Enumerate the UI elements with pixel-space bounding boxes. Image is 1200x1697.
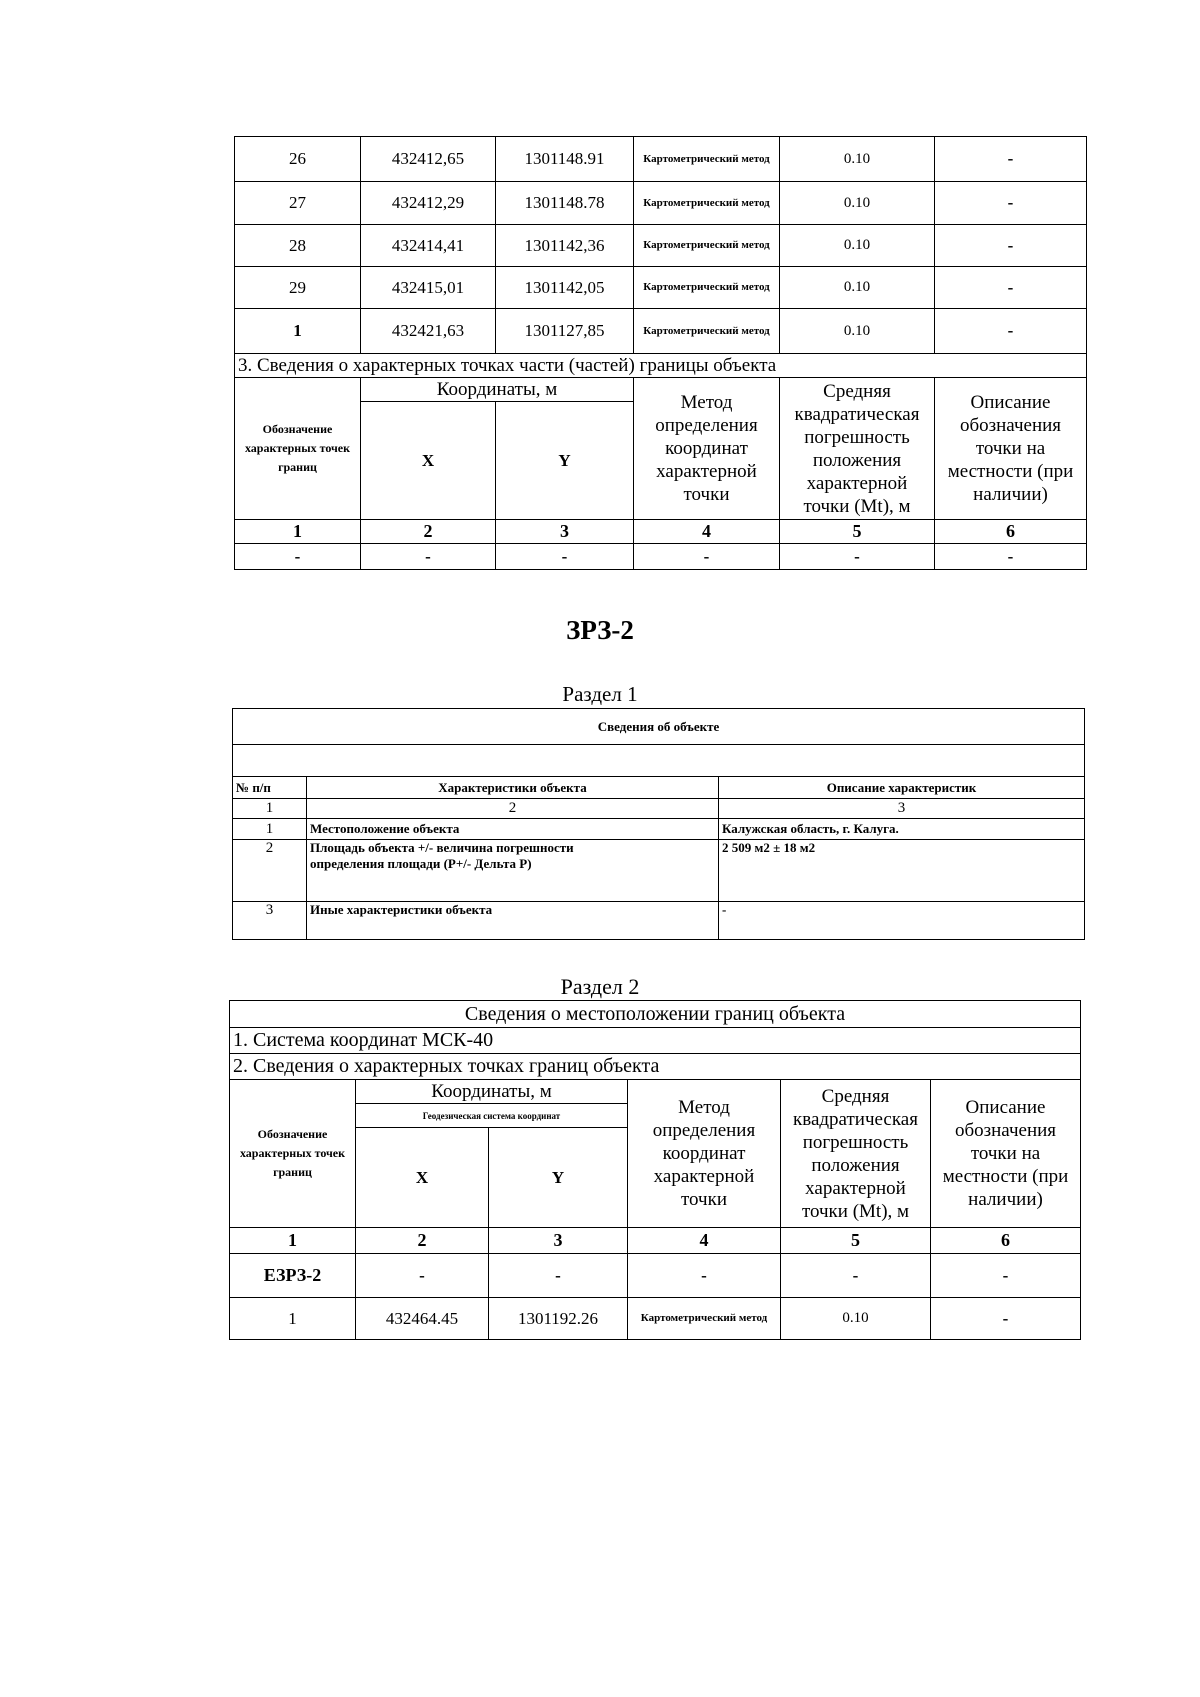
- method-cell: Картометрический метод: [634, 309, 780, 354]
- empty-cell: -: [634, 544, 780, 570]
- characteristic-cell: Местоположение объекта: [307, 819, 719, 840]
- designation-header: Обозначение характерных точек границ: [230, 1080, 356, 1228]
- empty-cell: -: [496, 544, 634, 570]
- point-number: 28: [235, 225, 361, 267]
- mt-cell: 0.10: [780, 225, 935, 267]
- section1-heading: Раздел 1: [562, 682, 638, 706]
- column-number: 4: [634, 520, 780, 544]
- method-header: Метод определения координат характерной точки: [628, 1080, 781, 1228]
- number-header: № п/п: [233, 777, 307, 799]
- y-coordinate: 1301127,85: [496, 309, 634, 354]
- description-cell: -: [935, 267, 1087, 309]
- table-row: [235, 225, 1087, 267]
- method-cell: -: [628, 1254, 781, 1298]
- characteristic-cell: Площадь объекта +/- величина погрешности определения площади (P+/- Дельта P): [307, 840, 719, 902]
- method-cell: Картометрический метод: [634, 137, 780, 182]
- table-row: [235, 267, 1087, 309]
- table-row: [235, 544, 1087, 570]
- table-row: [233, 840, 1085, 902]
- point-number: 27: [235, 182, 361, 225]
- column-number: 6: [935, 520, 1087, 544]
- y-header: Y: [489, 1128, 628, 1228]
- method-cell: Картометрический метод: [634, 267, 780, 309]
- row-number: 3: [233, 902, 307, 940]
- section3-title-row: [235, 354, 1087, 378]
- description-cell: -: [719, 902, 1085, 940]
- point-number: ЕЗРЗ-2: [230, 1254, 356, 1298]
- x-coordinate: 432412,65: [361, 137, 496, 182]
- points-title: 2. Сведения о характерных точках границ объекта: [230, 1054, 1081, 1080]
- header-row: [230, 1080, 1081, 1104]
- column-number: 4: [628, 1228, 781, 1254]
- coordinate-system: 1. Система координат МСК-40: [230, 1028, 1081, 1054]
- empty-cell: -: [235, 544, 361, 570]
- y-coordinate: 1301142,36: [496, 225, 634, 267]
- table-row: [233, 819, 1085, 840]
- row-number: 1: [233, 819, 307, 840]
- mt-cell: 0.10: [780, 182, 935, 225]
- method-header: Метод определения координат характерной точки: [634, 378, 780, 520]
- x-coordinate: 432464.45: [356, 1298, 489, 1340]
- column-number: 1: [233, 799, 307, 819]
- point-number: 26: [235, 137, 361, 182]
- title-row: [233, 709, 1085, 745]
- description-header: Описание обозначения точки на местности (при наличии): [931, 1080, 1081, 1228]
- description-cell: 2 509 м2 ± 18 м2: [719, 840, 1085, 902]
- description-header: Описание характеристик: [719, 777, 1085, 799]
- y-coordinate: 1301192.26: [489, 1298, 628, 1340]
- designation-header: Обозначение характерных точек границ: [235, 378, 361, 520]
- column-number: 5: [781, 1228, 931, 1254]
- section1-title: Сведения об объекте: [233, 709, 1085, 745]
- row-number: 2: [233, 840, 307, 902]
- column-number: 1: [230, 1228, 356, 1254]
- method-cell: Картометрический метод: [628, 1298, 781, 1340]
- x-header: X: [356, 1128, 489, 1228]
- section2-heading: Раздел 2: [560, 974, 640, 999]
- y-coordinate: 1301148.91: [496, 137, 634, 182]
- description-header: Описание обозначения точки на местности (при наличии): [935, 378, 1087, 520]
- description-cell: -: [931, 1298, 1081, 1340]
- column-number-row: [230, 1228, 1081, 1254]
- x-header: X: [361, 402, 496, 520]
- boundary-points-table: [229, 1000, 1081, 1340]
- table-row: [235, 137, 1087, 182]
- column-number: 3: [489, 1228, 628, 1254]
- point-number: 1: [230, 1298, 356, 1340]
- column-number: 5: [780, 520, 935, 544]
- table-row: [230, 1254, 1081, 1298]
- table-row: [235, 182, 1087, 225]
- mt-cell: 0.10: [781, 1298, 931, 1340]
- mt-header: Средняя квадратическая погрешность положения характерной точки (Mt), м: [780, 378, 935, 520]
- points-title-row: [230, 1054, 1081, 1080]
- column-number: 6: [931, 1228, 1081, 1254]
- mt-cell: 0.10: [780, 137, 935, 182]
- method-cell: Картометрический метод: [634, 225, 780, 267]
- coordinates-header: Координаты, м: [361, 378, 634, 402]
- coordinates-header: Координаты, м: [356, 1080, 628, 1104]
- y-coordinate: 1301148.78: [496, 182, 634, 225]
- description-cell: -: [935, 137, 1087, 182]
- column-number: 3: [719, 799, 1085, 819]
- table-row: [233, 902, 1085, 940]
- description-cell: -: [931, 1254, 1081, 1298]
- x-coordinate: -: [356, 1254, 489, 1298]
- column-number: 3: [496, 520, 634, 544]
- column-number: 1: [235, 520, 361, 544]
- column-number: 2: [307, 799, 719, 819]
- point-number: 1: [235, 309, 361, 354]
- mt-cell: 0.10: [780, 309, 935, 354]
- mt-cell: -: [781, 1254, 931, 1298]
- coord-system-row: [230, 1028, 1081, 1054]
- column-number: 2: [356, 1228, 489, 1254]
- description-cell: -: [935, 309, 1087, 354]
- mt-header: Средняя квадратическая погрешность положения характерной точки (Mt), м: [781, 1080, 931, 1228]
- top-coordinates-table: [234, 136, 1087, 570]
- characteristic-header: Характеристики объекта: [307, 777, 719, 799]
- point-number: 29: [235, 267, 361, 309]
- column-number-row: [235, 520, 1087, 544]
- header-row: [235, 378, 1087, 402]
- x-coordinate: 432415,01: [361, 267, 496, 309]
- characteristic-cell: Иные характеристики объекта: [307, 902, 719, 940]
- mt-cell: 0.10: [780, 267, 935, 309]
- table-row: [230, 1298, 1081, 1340]
- geodetic-system-header: Геодезическая система координат: [356, 1104, 628, 1128]
- spacer-row: [233, 745, 1085, 777]
- y-header: Y: [496, 402, 634, 520]
- method-cell: Картометрический метод: [634, 182, 780, 225]
- y-coordinate: 1301142,05: [496, 267, 634, 309]
- description-cell: -: [935, 225, 1087, 267]
- empty-cell: -: [361, 544, 496, 570]
- x-coordinate: 432421,63: [361, 309, 496, 354]
- column-number: 2: [361, 520, 496, 544]
- x-coordinate: 432414,41: [361, 225, 496, 267]
- y-coordinate: -: [489, 1254, 628, 1298]
- zone-title: ЗРЗ-2: [566, 615, 634, 645]
- empty-cell: -: [780, 544, 935, 570]
- header-row: [233, 777, 1085, 799]
- section2-title: Сведения о местоположении границ объекта: [230, 1001, 1081, 1028]
- title-row: [230, 1001, 1081, 1028]
- empty-cell: -: [935, 544, 1087, 570]
- x-coordinate: 432412,29: [361, 182, 496, 225]
- table-row: [235, 309, 1087, 354]
- empty-cell: [233, 745, 1085, 777]
- section3-title: 3. Сведения о характерных точках части (частей) границы объекта: [235, 354, 1087, 378]
- object-info-table: [232, 708, 1085, 940]
- description-cell: Калужская область, г. Калуга.: [719, 819, 1085, 840]
- column-number-row: [233, 799, 1085, 819]
- description-cell: -: [935, 182, 1087, 225]
